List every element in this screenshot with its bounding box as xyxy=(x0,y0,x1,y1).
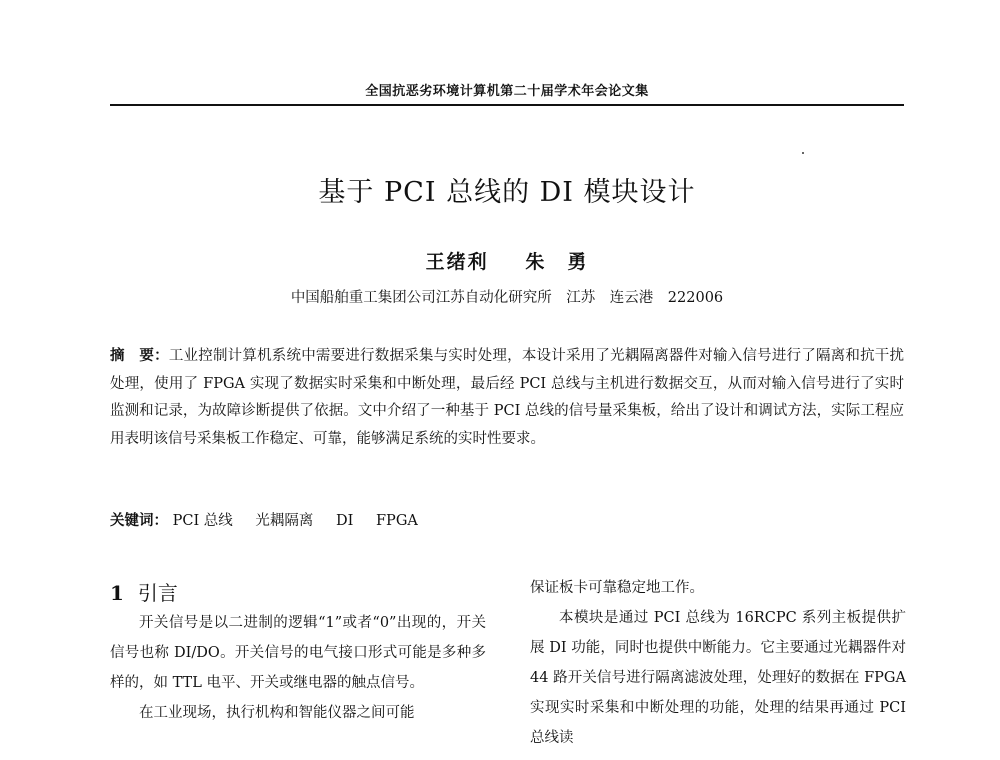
section-title: 引言 xyxy=(137,581,178,605)
keyword: DI xyxy=(336,513,354,529)
body-paragraph: 在工业现场，执行机构和智能仪器之间可能 xyxy=(139,705,415,721)
keyword: PCI 总线 xyxy=(172,513,233,529)
author-list xyxy=(110,247,904,274)
right-column xyxy=(530,573,906,753)
left-column xyxy=(110,578,486,728)
author-name: 王绪利 xyxy=(425,251,489,273)
keyword: FPGA xyxy=(376,513,418,529)
body-paragraph-continuation: 保证板卡可靠稳定地工作。 xyxy=(530,580,704,596)
abstract xyxy=(110,342,904,453)
author-name: 朱 勇 xyxy=(525,251,589,273)
abstract-text: 工业控制计算机系统中需要进行数据采集与实时处理，本设计采用了光耦隔离器件对输入信号进行了隔离和抗干扰处理，使用了 FPGA 实现了数据实时采集和中断处理，最后经 PCI 总线与主机进行数据交互，从而对输入信号进行了实时监测和记录，为故障诊断提供了依据。文中介绍了一种基于 PCI 总线的信号量采集板，给出了设计和调试方法，实际工程应用表明该信号采集板工作稳定、可靠，能够满足系统的实时性要求。 xyxy=(110,348,905,447)
keyword: 光耦隔离 xyxy=(255,513,314,529)
abstract-label: 摘 要： xyxy=(110,347,169,364)
running-header: 全国抗恶劣环境计算机第二十届学术年会论文集 xyxy=(365,84,649,99)
paper-title: 基于 PCI 总线的 DI 模块设计 xyxy=(318,177,696,208)
body-paragraph: 本模块是通过 PCI 总线为 16RCPC 系列主板提供扩展 DI 功能，同时也提供中断能力。它主要通过光耦器件对 44 路开关信号进行隔离滤波处理，处理好的数据在 FPGA 实现实时采集和中断处理的功能，处理的结果再通过 PCI 总线读 xyxy=(530,610,906,746)
keywords xyxy=(110,509,904,533)
section-heading xyxy=(110,578,486,608)
scan-speck xyxy=(802,152,804,154)
header-rule xyxy=(110,104,904,106)
section-number: 1 xyxy=(110,581,124,605)
keywords-label: 关键词： xyxy=(110,512,168,529)
body-paragraph: 开关信号是以二进制的逻辑“1”或者“0”出现的，开关信号也称 DI/DO。开关信号的电气接口形式可能是多种多样的，如 TTL 电平、开关或继电器的触点信号。 xyxy=(110,615,486,691)
affiliation: 中国船舶重工集团公司江苏自动化研究所 江苏 连云港 222006 xyxy=(290,290,724,306)
